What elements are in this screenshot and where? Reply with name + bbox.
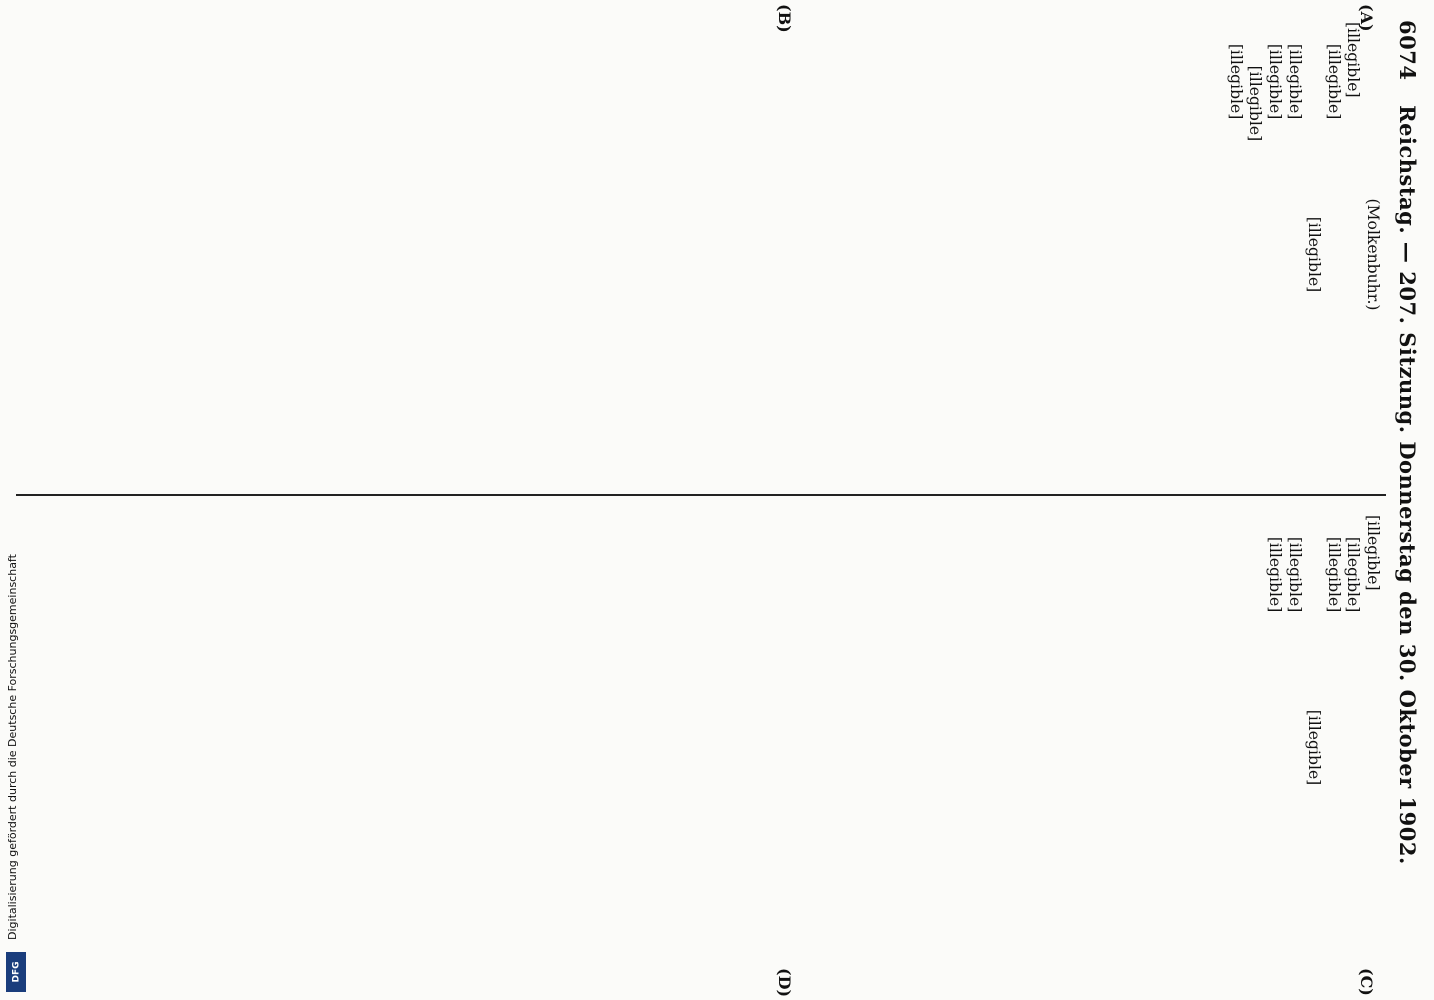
margin-marker-c: (C) xyxy=(1357,968,1376,996)
paragraph: [illegible] xyxy=(1324,43,1343,120)
paragraph: [illegible] xyxy=(1285,536,1304,613)
paragraph: [illegible] xyxy=(1285,43,1304,120)
interjection: [illegible] xyxy=(1305,216,1324,293)
page-title: Reichstag. — 207. Sitzung. Donnerstag den 30. Oktober 1902. xyxy=(1395,105,1420,865)
margin-marker-d: (D) xyxy=(775,968,794,998)
paragraph: [illegible] xyxy=(1324,536,1343,613)
page-number: 6074 xyxy=(1395,20,1420,81)
quotation: [illegible] xyxy=(1246,65,1265,142)
dfg-logo-icon xyxy=(6,952,26,992)
page-header xyxy=(1386,20,1426,950)
paragraph: [illegible] xyxy=(1226,43,1245,120)
right-column xyxy=(1264,515,1382,980)
paragraph: [illegible] xyxy=(1266,43,1285,120)
paragraph: [illegible] xyxy=(1364,515,1382,591)
margin-marker-a: (A) xyxy=(1357,4,1376,32)
left-column xyxy=(1225,22,1382,487)
paragraph: [illegible] xyxy=(1344,22,1363,98)
column-divider xyxy=(16,494,1386,496)
paragraph: [illegible] xyxy=(1344,536,1363,613)
footer-credit: Digitalisierung gefördert durch die Deutsche Forschungsgemeinschaft xyxy=(6,554,19,940)
digitization-footer xyxy=(0,0,30,1000)
speaker-tag: (Molkenbuhr.) xyxy=(1364,198,1382,311)
dfg-logo-text: DFG xyxy=(11,961,22,983)
paragraph: [illegible] xyxy=(1266,536,1285,613)
interjection: [illegible] xyxy=(1305,709,1324,786)
margin-marker-b: (B) xyxy=(775,4,794,33)
